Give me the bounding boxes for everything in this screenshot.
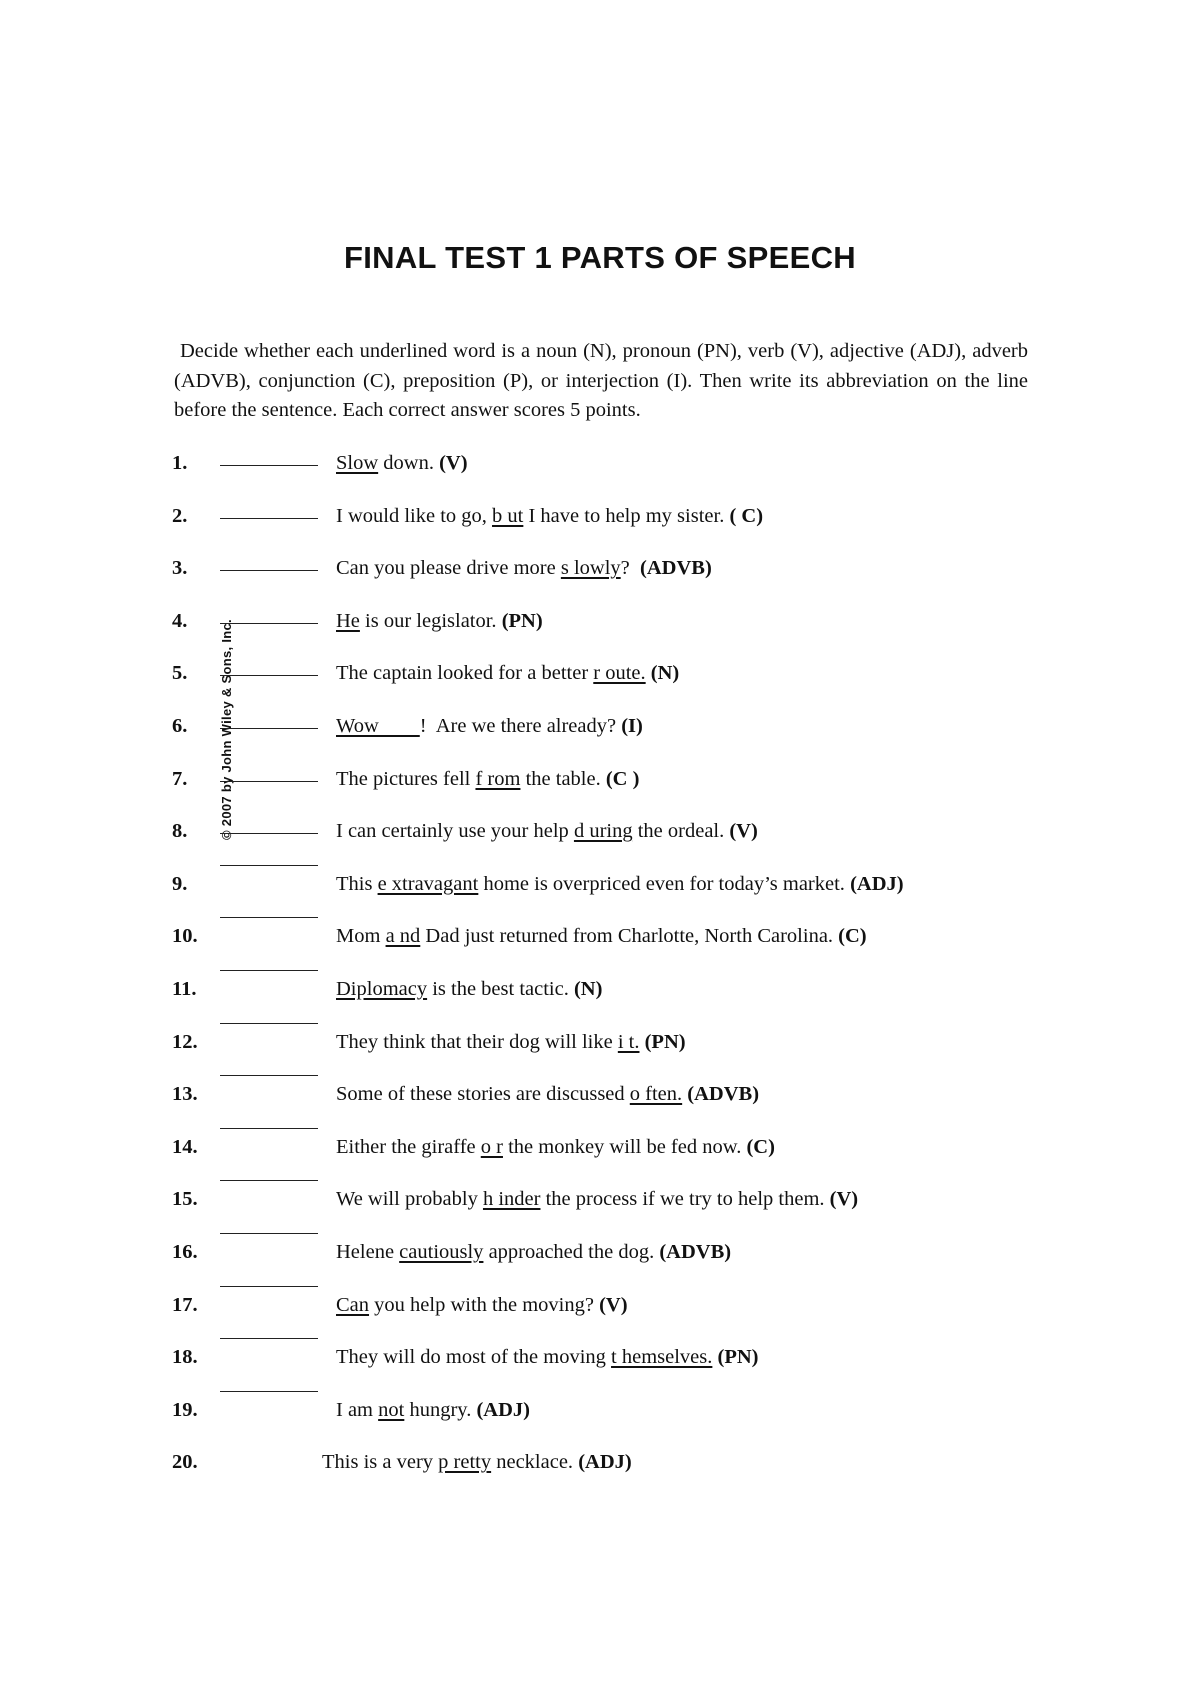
sentence-text-before: I can certainly use your help [336,820,574,843]
underlined-word: He [336,609,360,632]
question-number: 15. [172,1188,198,1211]
question-sentence [336,768,639,791]
sentence-text-before: The captain looked for a better [336,662,594,685]
answer-blank-line[interactable] [220,865,318,866]
question-sentence [336,978,602,1001]
sentence-text-before: The pictures fell [336,767,476,790]
question-sentence [336,1241,731,1264]
question-number: 9. [172,872,188,895]
sentence-text-after: is our legislator. [359,609,502,632]
question-number: 10. [172,925,198,948]
answer-blank-line[interactable] [220,518,318,519]
answer-key: (ADJ) [850,872,904,895]
sentence-text-before: Mom [336,925,386,948]
question-number: 7. [172,767,188,790]
sentence-text-before: Helene [336,1241,400,1263]
question-sentence [336,1136,775,1159]
sentence-text-after: down. [378,452,440,474]
sentence-text-before: This [336,872,378,895]
sentence-text-after: the ordeal. [632,820,730,843]
copyright-notice: © 2007 by John Wiley & Sons, Inc. [219,619,234,840]
answer-blank-line[interactable] [220,1128,318,1129]
underlined-word: a nd [385,925,421,948]
question-number: 17. [172,1293,198,1316]
sentence-text-after: hungry. [404,1398,477,1421]
sentence-text-before: I am [336,1398,379,1421]
sentence-text-after: home is overpriced even for today’s market. [478,872,851,895]
answer-key: (V) [829,1188,859,1211]
question-sentence [322,1451,632,1474]
question-row [0,505,1200,535]
underlined-word: not [378,1398,405,1421]
question-sentence [336,1399,530,1422]
question-number: 1. [172,452,188,474]
answer-key: ( C) [729,504,764,527]
answer-blank-line[interactable] [220,1075,318,1076]
underlined-word: f rom [475,767,521,790]
question-number: 2. [172,504,188,527]
underlined-word: o ften. [629,1083,683,1106]
sentence-text-after: is the best tactic. [427,978,574,1000]
underlined-word: Wow [336,715,420,737]
question-row [0,1294,1200,1324]
answer-blank-line[interactable] [220,917,318,918]
question-sentence [336,505,763,528]
question-row [0,978,1200,1008]
answer-key: (C ) [605,767,640,790]
question-number: 6. [172,715,188,737]
instructions: Decide whether each underlined word is a noun (N), pronoun (PN), verb (V), adjective (ADJ), adverb (ADVB), conjunction (C), preposition (P), or interjection (I). Then write its abbreviation on the line before the sentence. Each correct answer scores 5 points. [174,340,1028,421]
question-row [0,1083,1200,1113]
underlined-word: b ut [492,504,524,527]
question-row [0,715,1200,745]
question-sentence [336,557,712,580]
answer-key: (PN) [717,1346,759,1369]
sentence-text-after: the process if we try to help them. [540,1188,830,1211]
answer-key: (ADJ) [578,1451,632,1474]
underlined-word: h inder [482,1188,541,1211]
underlined-word: Slow [336,452,379,474]
question-row [0,1031,1200,1061]
sentence-text-after: ! Are we there already? [419,715,622,737]
question-number: 4. [172,609,188,632]
answer-blank-line[interactable] [220,1023,318,1024]
question-sentence [336,1083,759,1106]
answer-blank-line[interactable] [220,1338,318,1339]
question-row [0,610,1200,640]
question-number: 16. [172,1241,198,1263]
sentence-text-after: the table. [520,767,606,790]
answer-key: (N) [650,662,680,685]
question-sentence [336,452,468,475]
question-sentence [336,662,679,685]
question-number: 11. [172,978,197,1000]
question-row [0,1346,1200,1376]
underlined-word: cautiously [399,1241,484,1263]
question-row [0,452,1200,482]
answer-blank-line[interactable] [220,781,318,782]
answer-key: (ADVB) [659,1241,732,1263]
sentence-text-before: I would like to go, [336,504,493,527]
answer-key: (PN) [501,609,543,632]
underlined-word: r oute. [593,662,646,685]
sentence-text-after: you help with the moving? [369,1293,600,1316]
answer-blank-line[interactable] [220,570,318,571]
sentence-text-before: Some of these stories are discussed [336,1083,630,1106]
sentence-text-before: They think that their dog will like [336,1030,618,1053]
sentence-text-before: This is a very [322,1451,439,1474]
sentence-text-after: ? [620,557,641,580]
sentence-text-after: necklace. [491,1451,579,1474]
question-number: 5. [172,662,188,685]
underlined-word: p retty [438,1451,492,1474]
question-row [0,820,1200,850]
underlined-word: o r [480,1135,503,1158]
sentence-text-before: We will probably [336,1188,483,1211]
question-number: 13. [172,1083,198,1106]
underlined-word: t hemselves. [611,1346,713,1369]
question-sentence [336,715,643,738]
question-sentence [336,820,758,843]
answer-blank-line[interactable] [220,623,318,624]
question-row [0,662,1200,692]
question-row [0,1136,1200,1166]
answer-key: (N) [573,978,603,1000]
question-number: 14. [172,1135,198,1158]
answer-blank-line[interactable] [220,1391,318,1392]
answer-key: (C) [838,925,867,948]
question-number: 3. [172,557,188,580]
sentence-text-before: They will do most of the moving [336,1346,612,1369]
question-sentence [336,873,904,896]
underlined-word: s lowly [560,557,621,580]
answer-blank-line[interactable] [220,1180,318,1181]
answer-key: (I) [621,715,643,737]
question-sentence [336,1031,686,1054]
answer-blank-line[interactable] [220,465,318,466]
answer-key: (PN) [644,1030,686,1053]
question-row [0,1241,1200,1271]
sentence-text-before: Either the giraffe [336,1135,481,1158]
question-row [0,873,1200,903]
underlined-word: Diplomacy [336,978,428,1000]
question-number: 12. [172,1030,198,1053]
answer-key: (ADVB) [687,1083,760,1106]
question-sentence [336,1346,758,1369]
sentence-text-after: the monkey will be fed now. [502,1135,747,1158]
sentence-text-after: I have to help my sister. [523,504,730,527]
sentence-text-after: approached the dog. [483,1241,660,1263]
question-row [0,768,1200,798]
question-number: 19. [172,1398,198,1421]
answer-blank-line[interactable] [220,728,318,729]
question-row [0,1451,1200,1481]
question-row [0,1399,1200,1429]
answer-blank-line[interactable] [220,675,318,676]
answer-blank-line[interactable] [220,833,318,834]
question-sentence [336,1188,858,1211]
sentence-text-after: Dad just returned from Charlotte, North Carolina. [420,925,839,948]
answer-key: (V) [729,820,758,843]
answer-blank-line[interactable] [220,1286,318,1287]
answer-blank-line[interactable] [220,970,318,971]
question-sentence [336,1294,628,1317]
answer-key: (ADVB) [640,557,712,580]
answer-key: (V) [599,1293,628,1316]
question-sentence [336,610,543,633]
answer-key: (V) [439,452,468,474]
question-sentence [336,925,867,948]
question-number: 8. [172,820,188,843]
underlined-word: e xtravagant [377,872,479,895]
question-number: 18. [172,1346,198,1369]
sentence-text-before: Can you please drive more [336,557,561,580]
answer-key: (ADJ) [476,1398,530,1421]
underlined-word: d uring [573,820,633,843]
page-title: FINAL TEST 1 PARTS OF SPEECH [344,240,856,275]
underlined-word: i t. [617,1030,640,1053]
answer-key: (C) [746,1135,775,1158]
underlined-word: Can [336,1293,370,1316]
question-number: 20. [172,1451,198,1474]
question-row [0,1188,1200,1218]
answer-blank-line[interactable] [220,1233,318,1234]
question-row [0,925,1200,955]
question-row [0,557,1200,587]
